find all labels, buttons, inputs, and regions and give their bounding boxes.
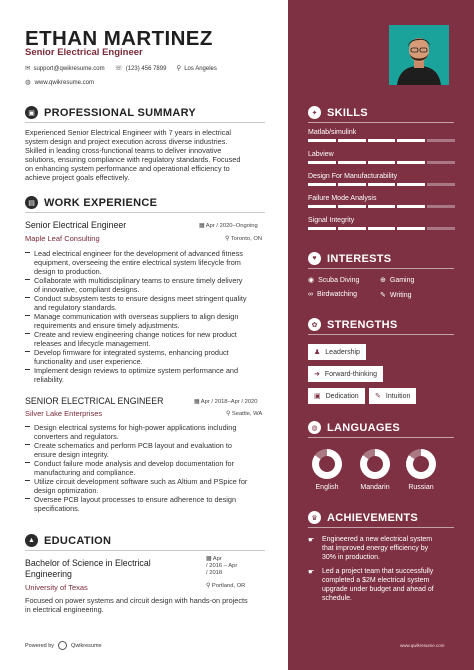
skill-level-segment [368, 205, 396, 208]
degree-line: Engineering [25, 569, 72, 579]
contact-location: Los Angeles [184, 66, 217, 73]
heart-icon: ♥ [308, 252, 321, 265]
divider [25, 212, 265, 213]
skill-level-segment [368, 183, 396, 186]
languages-heading [308, 421, 400, 434]
skill-level-segment [338, 183, 366, 186]
language-level-donut [312, 449, 342, 479]
list-item: Develop firmware for integrated systems, enhancing product functionality and user experience. [25, 348, 268, 366]
star-icon: ✿ [308, 318, 321, 331]
skill-level-segment [427, 139, 455, 142]
language-level-donut [360, 449, 390, 479]
calendar-icon: ▦ [206, 556, 213, 562]
summary-title: PROFESSIONAL SUMMARY [44, 106, 197, 119]
education-location: ⚲ Portland, OR [206, 583, 246, 589]
skill-level-segment [397, 161, 425, 164]
job-company: Silver Lake Enterprises [25, 409, 103, 418]
job-bullets [25, 423, 268, 513]
globe-icon: ◍ [25, 79, 31, 86]
skill-level-segment [308, 161, 336, 164]
achievements-title: ACHIEVEMENTS [327, 511, 418, 524]
summary-line: Skilled in leading cross-functional teams to deliver innovative [25, 146, 222, 155]
website-link[interactable]: www.qwikresume.com [34, 80, 95, 87]
summary-line: solutions, ensuring compliance with regulatory standards. Focused [25, 155, 241, 164]
job-location [225, 236, 262, 242]
strengths-heading [308, 318, 398, 331]
skill-level-bar [308, 161, 455, 164]
candidate-name: ETHAN MARTINEZ [25, 27, 213, 50]
location-pin-icon: ⚲ [176, 65, 182, 72]
skills-title: SKILLS [327, 106, 368, 119]
footer-site[interactable]: www.qwikresume.com [400, 643, 445, 648]
education-title: EDUCATION [44, 534, 112, 547]
lightbulb-icon: ✦ [308, 106, 321, 119]
skill-level-segment [397, 205, 425, 208]
brand-name[interactable]: Qwikresume [71, 642, 102, 649]
skill-level-segment [338, 227, 366, 230]
interests-title: INTERESTS [327, 252, 392, 265]
location-pin-icon: ⚲ [206, 583, 212, 589]
hand-icon: ☛ [308, 569, 315, 576]
summary-line: Experienced Senior Electrical Engineer with 7 years in electrical [25, 128, 232, 137]
skill-name: Design For Manufacturability [308, 173, 398, 180]
skill-level-segment [397, 139, 425, 142]
briefcase-icon: ▤ [25, 196, 38, 209]
skill-name: Signal Integrity [308, 217, 355, 224]
powered-by-text: Powered by [25, 642, 55, 649]
summary-line: system design and project execution across diverse industries. [25, 137, 228, 146]
website-line [25, 80, 94, 87]
list-item: Create and review engineering change notices for new product releases and lifecycle management. [25, 330, 268, 348]
skill-level-segment [427, 205, 455, 208]
job-title: Senior Electrical Engineer [25, 220, 127, 230]
qwikresume-logo-icon [58, 641, 67, 650]
skill-level-bar [308, 183, 455, 186]
divider [308, 334, 454, 335]
languages-title: LANGUAGES [327, 421, 400, 434]
email-icon: ✉ [25, 65, 31, 72]
list-item: Collaborate with multidisciplinary teams to ensure timely delivery of innovative, compliant designs. [25, 276, 268, 294]
skill-level-segment [397, 183, 425, 186]
binoculars-icon: ∞ [308, 291, 313, 298]
scuba-icon: ◉ [308, 277, 315, 284]
list-item: Create schematics and perform PCB layout and evaluation to ensure design integrity. [25, 441, 268, 459]
contact-phone[interactable]: (123) 456 7899 [125, 66, 167, 73]
calendar-icon: ▦ [194, 399, 201, 405]
skill-level-bar [308, 139, 455, 142]
achievement-item: ☛ Engineered a new electrical system that improved energy efficiency by 30% in production. [308, 536, 433, 561]
experience-title: WORK EXPERIENCE [44, 196, 158, 209]
education-description: Focused on power systems and circuit design with hands-on projects in electrical engineering. [25, 596, 248, 614]
job-date-text: Apr / 2020–Ongoing [205, 223, 258, 229]
skill-level-segment [427, 161, 455, 164]
skill-name: Matlab/simulink [308, 129, 357, 136]
briefcase-icon: ▣ [314, 393, 321, 400]
briefcase-icon: ▣ [25, 106, 38, 119]
pen-icon: ✎ [375, 393, 381, 400]
skill-level-segment [427, 183, 455, 186]
job-location [226, 411, 262, 417]
divider [308, 268, 454, 269]
skill-level-bar [308, 205, 455, 208]
summary-line: achieve project goals effectively. [25, 173, 130, 182]
achievements-heading [308, 511, 418, 524]
skill-level-segment [368, 227, 396, 230]
achievement-item: ☛ Led a project team that successfully completed a $2M electrical system upgrade under budget and ahead of schedule. [308, 568, 434, 602]
interest-item: ✎ Writing [380, 291, 412, 299]
strength-pill: ➜ Forward-thinking [308, 366, 383, 382]
phone-icon: ☏ [114, 65, 123, 72]
job-location-text: Seattle, WA [231, 411, 263, 417]
list-item: Conduct subsystem tests to ensure designs meet stringent quality and regulatory standards. [25, 294, 268, 312]
skill-level-bar [308, 227, 455, 230]
location-pin-icon: ⚲ [225, 236, 231, 242]
divider [25, 122, 265, 123]
hand-icon: ☛ [308, 537, 315, 544]
language-level-donut [406, 449, 436, 479]
degree-title [25, 558, 200, 580]
divider [308, 437, 454, 438]
skill-level-segment [308, 227, 336, 230]
job-date [194, 399, 258, 405]
pen-icon: ✎ [380, 292, 386, 299]
summary-heading [25, 106, 196, 119]
strength-pill: ✎ Intuition [369, 388, 416, 404]
skills-heading [308, 106, 368, 119]
candidate-title: Senior Electrical Engineer [25, 47, 143, 58]
skill-level-segment [308, 139, 336, 142]
skill-name: Labview [308, 151, 334, 158]
graduation-cap-icon: ▲ [25, 534, 38, 547]
list-item: Oversee PCB layout processes to ensure adherence to design specifications. [25, 495, 268, 513]
interest-item: ⊕ Gaming [380, 276, 415, 284]
education-heading [25, 534, 111, 547]
skill-level-segment [338, 139, 366, 142]
job-company: Maple Leaf Consulting [25, 234, 100, 243]
powered-by [25, 641, 102, 650]
divider [308, 122, 454, 123]
job-title: SENIOR ELECTRICAL ENGINEER [25, 396, 164, 406]
strength-pill: ▣ Dedication [308, 388, 365, 404]
skill-level-segment [397, 227, 425, 230]
list-item: Lead electrical engineer for the development of advanced fitness equipment, overseeing the entire electrical system lifecycle from design to production. [25, 249, 268, 276]
degree-line: Bachelor of Science in Electrical [25, 558, 151, 568]
avatar [389, 25, 449, 85]
strength-pill: ♟ Leadership [308, 344, 366, 360]
job-date [199, 223, 258, 229]
job-location-text: Toronto, ON [230, 236, 263, 242]
job-date-text: Apr / 2018–Apr / 2020 [200, 399, 258, 405]
list-item: Design electrical systems for high-power applications including converters and regulators. [25, 423, 268, 441]
summary-text [25, 128, 265, 182]
divider [308, 527, 454, 528]
people-icon: ♟ [314, 349, 321, 356]
list-item: Utilize circuit development software such as Altium and PSpice for design optimization. [25, 477, 268, 495]
globe-icon: ◍ [308, 421, 321, 434]
interest-item: ◉ Scuba Diving [308, 276, 360, 284]
calendar-icon: ▦ [199, 223, 206, 229]
list-item: Implement design reviews to optimize system performance and reliability. [25, 366, 268, 384]
skill-level-segment [368, 161, 396, 164]
interests-heading [308, 252, 391, 265]
skill-level-segment [368, 139, 396, 142]
summary-line: on enhancing system performance and operational efficiency to [25, 164, 230, 173]
divider [25, 550, 265, 551]
location-pin-icon: ⚲ [226, 411, 232, 417]
skill-level-segment [308, 205, 336, 208]
skill-level-segment [338, 205, 366, 208]
education-date: ▦ Apr / 2016 – Apr / 2018 [206, 556, 238, 576]
language-name: Mandarin [360, 484, 390, 491]
profile-photo [389, 25, 449, 85]
strengths-title: STRENGTHS [327, 318, 398, 331]
skill-level-segment [427, 227, 455, 230]
list-item: Manage communication with overseas suppliers to align design requirements and ensure timely adjustments. [25, 312, 268, 330]
skill-level-segment [308, 183, 336, 186]
language-name: English [315, 484, 339, 491]
contact-email[interactable]: support@qwikresume.com [33, 66, 105, 73]
job-bullets [25, 249, 268, 384]
skill-level-segment [338, 161, 366, 164]
gamepad-icon: ⊕ [380, 277, 386, 284]
experience-heading [25, 196, 157, 209]
trophy-icon: ♛ [308, 511, 321, 524]
interest-item: ∞ Birdwatching [308, 291, 358, 298]
arrow-icon: ➜ [314, 371, 320, 378]
skill-name: Failure Mode Analysis [308, 195, 377, 202]
education-school: University of Texas [25, 583, 88, 592]
contact-line [25, 66, 217, 73]
list-item: Conduct failure mode analysis and develop documentation for manufacturing and compliance. [25, 459, 268, 477]
language-name: Russian [408, 484, 434, 491]
